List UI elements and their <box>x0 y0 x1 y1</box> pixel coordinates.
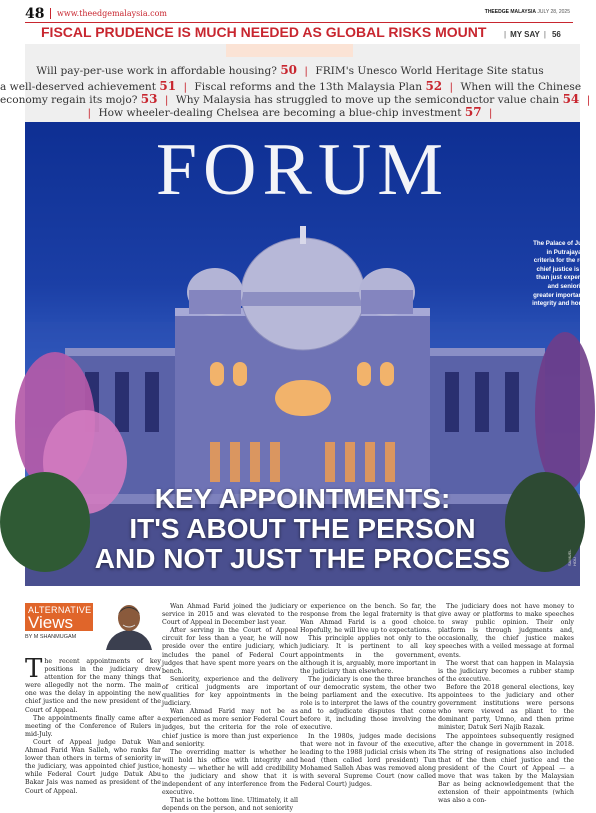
teaser-line <box>0 92 591 106</box>
masthead <box>485 9 570 15</box>
article-paragraph: The overriding matter is whether he will hold his office with integrity and honesty — whether he will add credibility to the judiciary and show that it is independent of any interference from the executive. <box>162 748 298 797</box>
article-paragraph: The appointees subsequently resigned after the change in government in 2018. The string of resignations also included that of the then chief justice and the president of the Court of Appeal — a move that was taken by the Malaysian Bar as being acknowledgement that the extension of their appointments (which was also a con- <box>438 732 574 805</box>
byline: BY M SHANMUGAM <box>25 634 77 640</box>
hero-title[interactable] <box>25 484 580 574</box>
teaser-line <box>0 105 580 119</box>
tag-separator: | <box>504 30 507 39</box>
masthead-the: THE <box>484 9 495 15</box>
article-paragraph: This principle applies not only to the judiciary. It is pertinent to all key appointments in the government, although it is, arguably, more important in the judiciary than elsewhere. <box>300 635 436 675</box>
headline-page: 56 <box>551 30 561 39</box>
cover-headline-tag <box>500 30 561 39</box>
drop-cap: T <box>25 654 43 684</box>
teaser-text[interactable]: a well-deserved achievement <box>0 81 156 93</box>
teaser-separator: | <box>183 81 188 93</box>
hero-title-line: KEY APPOINTMENTS: <box>154 483 451 514</box>
teaser-text[interactable]: FRIM's Unesco World Heritage Site status <box>315 65 544 77</box>
teaser-text[interactable]: Fiscal reforms and the 13th Malaysia Plan <box>194 81 423 93</box>
teaser-page: 57 <box>464 105 482 119</box>
masthead-date: JULY 28, 2025 <box>537 9 570 15</box>
hero-image <box>25 122 596 586</box>
article-column-2 <box>162 603 298 813</box>
photo-credit: SAMUEL HOU <box>567 549 577 566</box>
column-tag <box>25 603 93 631</box>
article-column-4 <box>438 603 574 805</box>
article-paragraph: Court of Appeal judge Datuk Wan Ahmad Farid Wan Salleh, who ranks far lower than others in terms of seniority in the judiciary, was appointed chief justice, while Federal Court judge Datuk Abu Bakar Jais was named as president of the Court of Appeal. <box>25 738 161 795</box>
article-paragraph: Before the 2018 general elections, key appointees to the judiciary and other government institutions were persons who were viewed as pliant to the dominant party, Umno, and then prime minister, Datuk Seri Najib Razak. <box>438 683 574 732</box>
hero-title-line: IT'S ABOUT THE PERSON <box>129 513 476 544</box>
masthead-edge: EDGE <box>494 9 509 15</box>
teaser-text[interactable]: economy regain its mojo? <box>0 94 138 106</box>
teaser-page: 53 <box>140 92 158 106</box>
teaser-separator: | <box>304 65 308 77</box>
teaser-separator: | <box>488 107 493 119</box>
teaser-separator: | <box>586 94 591 106</box>
header-rule <box>25 22 573 23</box>
article-paragraph: The judiciary does not have money to give away or platforms to make speeches to sway public opinion. Their only platform is through judgments and, occasionally, the chief justice makes speeches with a veiled message at formal events. <box>438 603 574 659</box>
article-paragraph: Wan Ahmad Farid may not be as experienced as more senior Federal Court judges, but the criteria for the role of chief justice is more than just experience and seniority. <box>162 708 298 748</box>
teaser-separator: | <box>164 94 169 106</box>
teaser-page: 52 <box>425 79 443 93</box>
column-tag-line1: ALTERNATIVE <box>28 605 92 615</box>
article-paragraph: The appointments finally came after a meeting of the Conference of Rulers in mid-July. <box>25 714 161 738</box>
article-paragraph: The worst that can happen in Malaysia is the judiciary becomes a rubber stamp of the executive. <box>438 659 574 683</box>
headline-section: MY SAY <box>510 30 540 39</box>
teaser-separator: | <box>449 81 454 93</box>
teaser-text[interactable]: Why Malaysia has struggled to move up the semiconductor value chain <box>175 94 560 106</box>
article-paragraph: That is the bottom line. Ultimately, it all depends on the person, and not seniority <box>162 797 298 813</box>
teaser-text[interactable]: How wheeler-dealing Chelsea are becoming a blue-chip investment <box>98 107 462 119</box>
article-paragraph: After serving in the Court of Appeal circuit for less than a year, he will now preside over the entire judiciary, which includes the panel of Federal Court judges that have spent more years on the bench. <box>162 627 298 675</box>
teaser-line <box>0 63 580 77</box>
teaser-tab <box>226 44 353 57</box>
cover-headline[interactable]: FISCAL PRUDENCE IS MUCH NEEDED AS GLOBAL RISKS MOUNT <box>41 24 487 40</box>
column-tag-line2: Views <box>28 613 74 632</box>
author-photo <box>98 598 160 650</box>
article-paragraph: Wan Ahmad Farid joined the judiciary service in 2015 and was elevated to the Court of Appeal in December last year. <box>162 603 298 627</box>
article-paragraph: or experience on the bench. So far, the response from the legal fraternity is that Wan Ahmad Farid is a good choice. Hopefully, he will live up to expectations. <box>300 603 436 635</box>
tag-separator: | <box>543 30 546 39</box>
article-column-3 <box>300 603 436 789</box>
site-url[interactable]: www.theedgemalaysia.com <box>57 9 168 18</box>
article-paragraph: The judiciary is one the three branches of our democratic system, the other two being parliament and the executive. Its role is to interpret the laws of the country and to adjudicate disputes that come before it, including those involving the executive. <box>300 675 436 732</box>
teaser-text[interactable]: When will the Chinese <box>460 81 582 93</box>
teaser-line <box>0 79 580 93</box>
teaser-page: 51 <box>159 79 177 93</box>
article-column-1 <box>25 654 161 796</box>
teaser-separator: | <box>87 107 92 119</box>
header-divider <box>50 8 51 19</box>
page-number: 48 <box>25 6 45 22</box>
article-paragraph: Seniority, experience and the delivery of critical judgments are important qualities for key appointments in the judiciary. <box>162 675 298 708</box>
article-paragraph: In the 1980s, judges made decisions that were not in favour of the executive, leading to the 1988 judicial crisis when its head (then called lord president) Tun Mohamed Salleh Abas was removed along with several Supreme Court (now called Federal Court) judges. <box>300 732 436 789</box>
teaser-page: 54 <box>562 92 580 106</box>
photo-caption: The Palace of Justice in Putrajaya. The criteria for the role of chief justice is more than just experience and seniority. Of greater importance is integrity and honesty. <box>532 240 596 308</box>
masthead-region: MALAYSIA <box>510 9 536 15</box>
page-header <box>0 0 580 24</box>
teaser-page: 50 <box>280 63 298 77</box>
hero-title-line: AND NOT JUST THE PROCESS <box>94 543 511 574</box>
article-text: he recent appointments of key positions in the judiciary drew attention for the many things that were allegedly not the norm. The main one was the delay in appointing the new chief justice and the new president of the Court of Appeal. <box>25 658 161 714</box>
teaser-text[interactable]: Will pay-per-use work in affordable housing? <box>36 65 277 77</box>
article-paragraph <box>25 654 161 715</box>
section-title: FORUM <box>155 129 450 211</box>
